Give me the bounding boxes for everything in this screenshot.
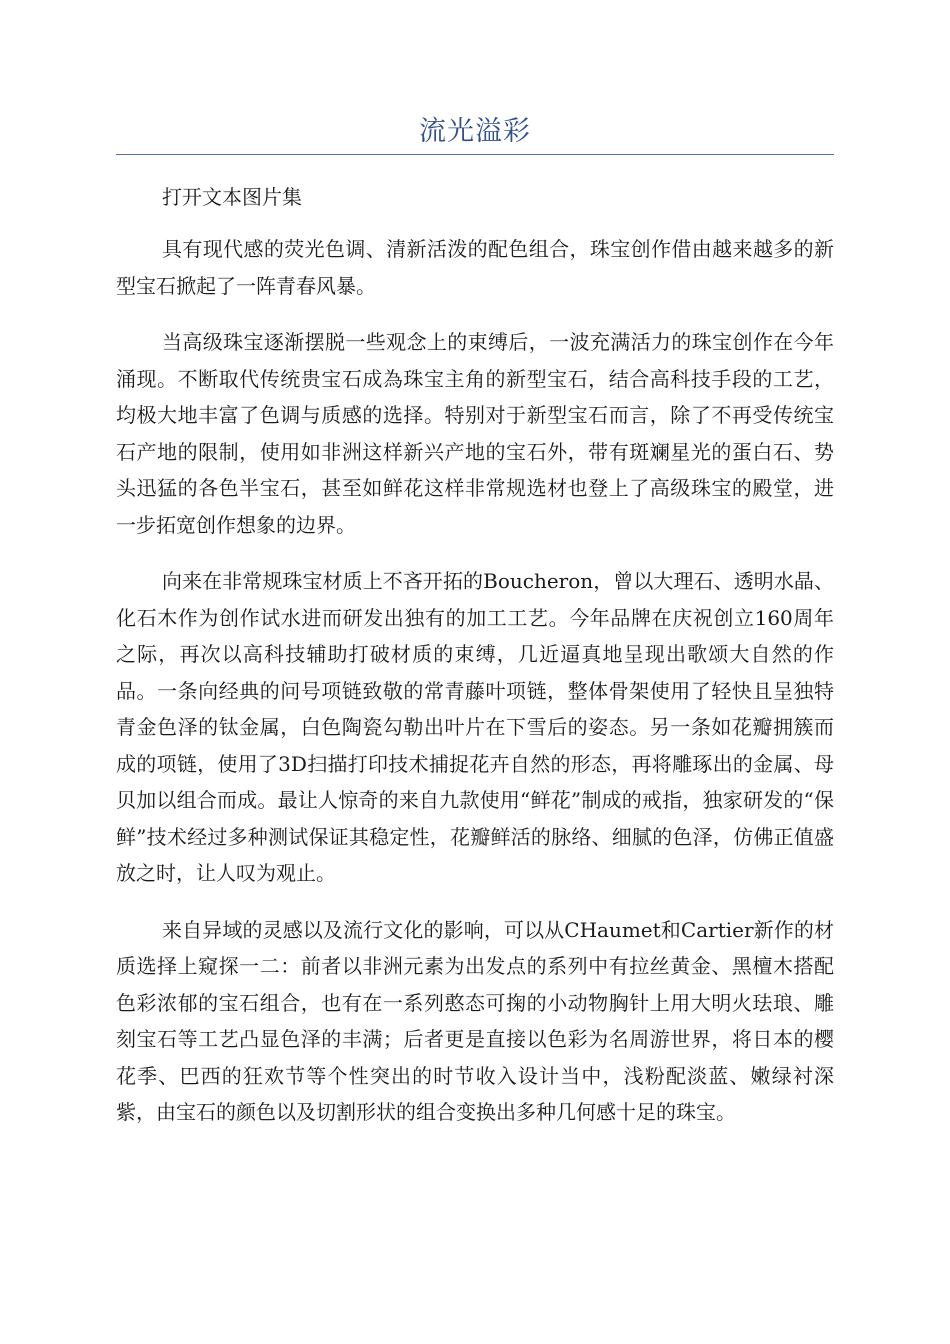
paragraph-3: 向来在非常规珠宝材质上不吝开拓的Boucheron，曾以大理石、透明水晶、化石木作为创作试水进而研发出独有的加工工艺。今年品牌在庆祝创立160周年之际，再次以高科技辅助打破材质的束缚，几近逼真地呈现出歌颂大自然的作品。一条向经典的问号项链致敬的常青藤叶项链，整体骨架使用了轻快且呈独特青金色泽的钛金属，白色陶瓷勾勒出叶片在下雪后的姿态。另一条如花瓣拥簇而成的项链，使用了3D扫描打印技术捕捉花卉自然的形态，再将雕琢出的金属、母贝加以组合而成。最让人惊奇的来自九款使用“鲜花”制成的戒指，独家研发的“保鲜”技术经过多种测试保证其稳定性，花瓣鲜活的脉络、细腻的色泽，仿佛正值盛放之时，让人叹为观止。 xyxy=(116,569,834,885)
document-page xyxy=(116,110,834,1151)
title-underline xyxy=(116,154,834,155)
paragraph-4: 来自异域的灵感以及流行文化的影响，可以从CHaumet和Cartier新作的材质选择上窥探一二：前者以非洲元素为出发点的系列中有拉丝黄金、黑檀木搭配色彩浓郁的宝石组合，也有在一系列憨态可掬的小动物胸针上用大明火珐琅、雕刻宝石等工艺凸显色泽的丰满；后者更是直接以色彩为名周游世界，将日本的樱花季、巴西的狂欢节等个性突出的时节收入设计当中，浅粉配淡蓝、嫩绿衬深紫，由宝石的颜色以及切割形状的组合变换出多种几何感十足的珠宝。 xyxy=(116,917,834,1124)
paragraph-2: 当高级珠宝逐渐摆脱一些观念上的束缚后，一波充满活力的珠宝创作在今年涌现。不断取代传统贵宝石成為珠宝主角的新型宝石，结合高科技手段的工艺，均极大地丰富了色调与质感的选择。特别对于新型宝石而言，除了不再受传统宝石产地的限制，使用如非洲这样新兴产地的宝石外，带有斑斓星光的蛋白石、势头迅猛的各色半宝石，甚至如鲜花这样非常规选材也登上了高级珠宝的殿堂，进一步拓宽创作想象的边界。 xyxy=(116,330,834,537)
image-gallery-link[interactable]: 打开文本图片集 xyxy=(162,185,302,209)
paragraph-1: 具有现代感的荧光色调、清新活泼的配色组合，珠宝创作借由越来越多的新型宝石掀起了一阵青春风暴。 xyxy=(116,237,834,298)
document-title: 流光溢彩 xyxy=(419,116,531,147)
